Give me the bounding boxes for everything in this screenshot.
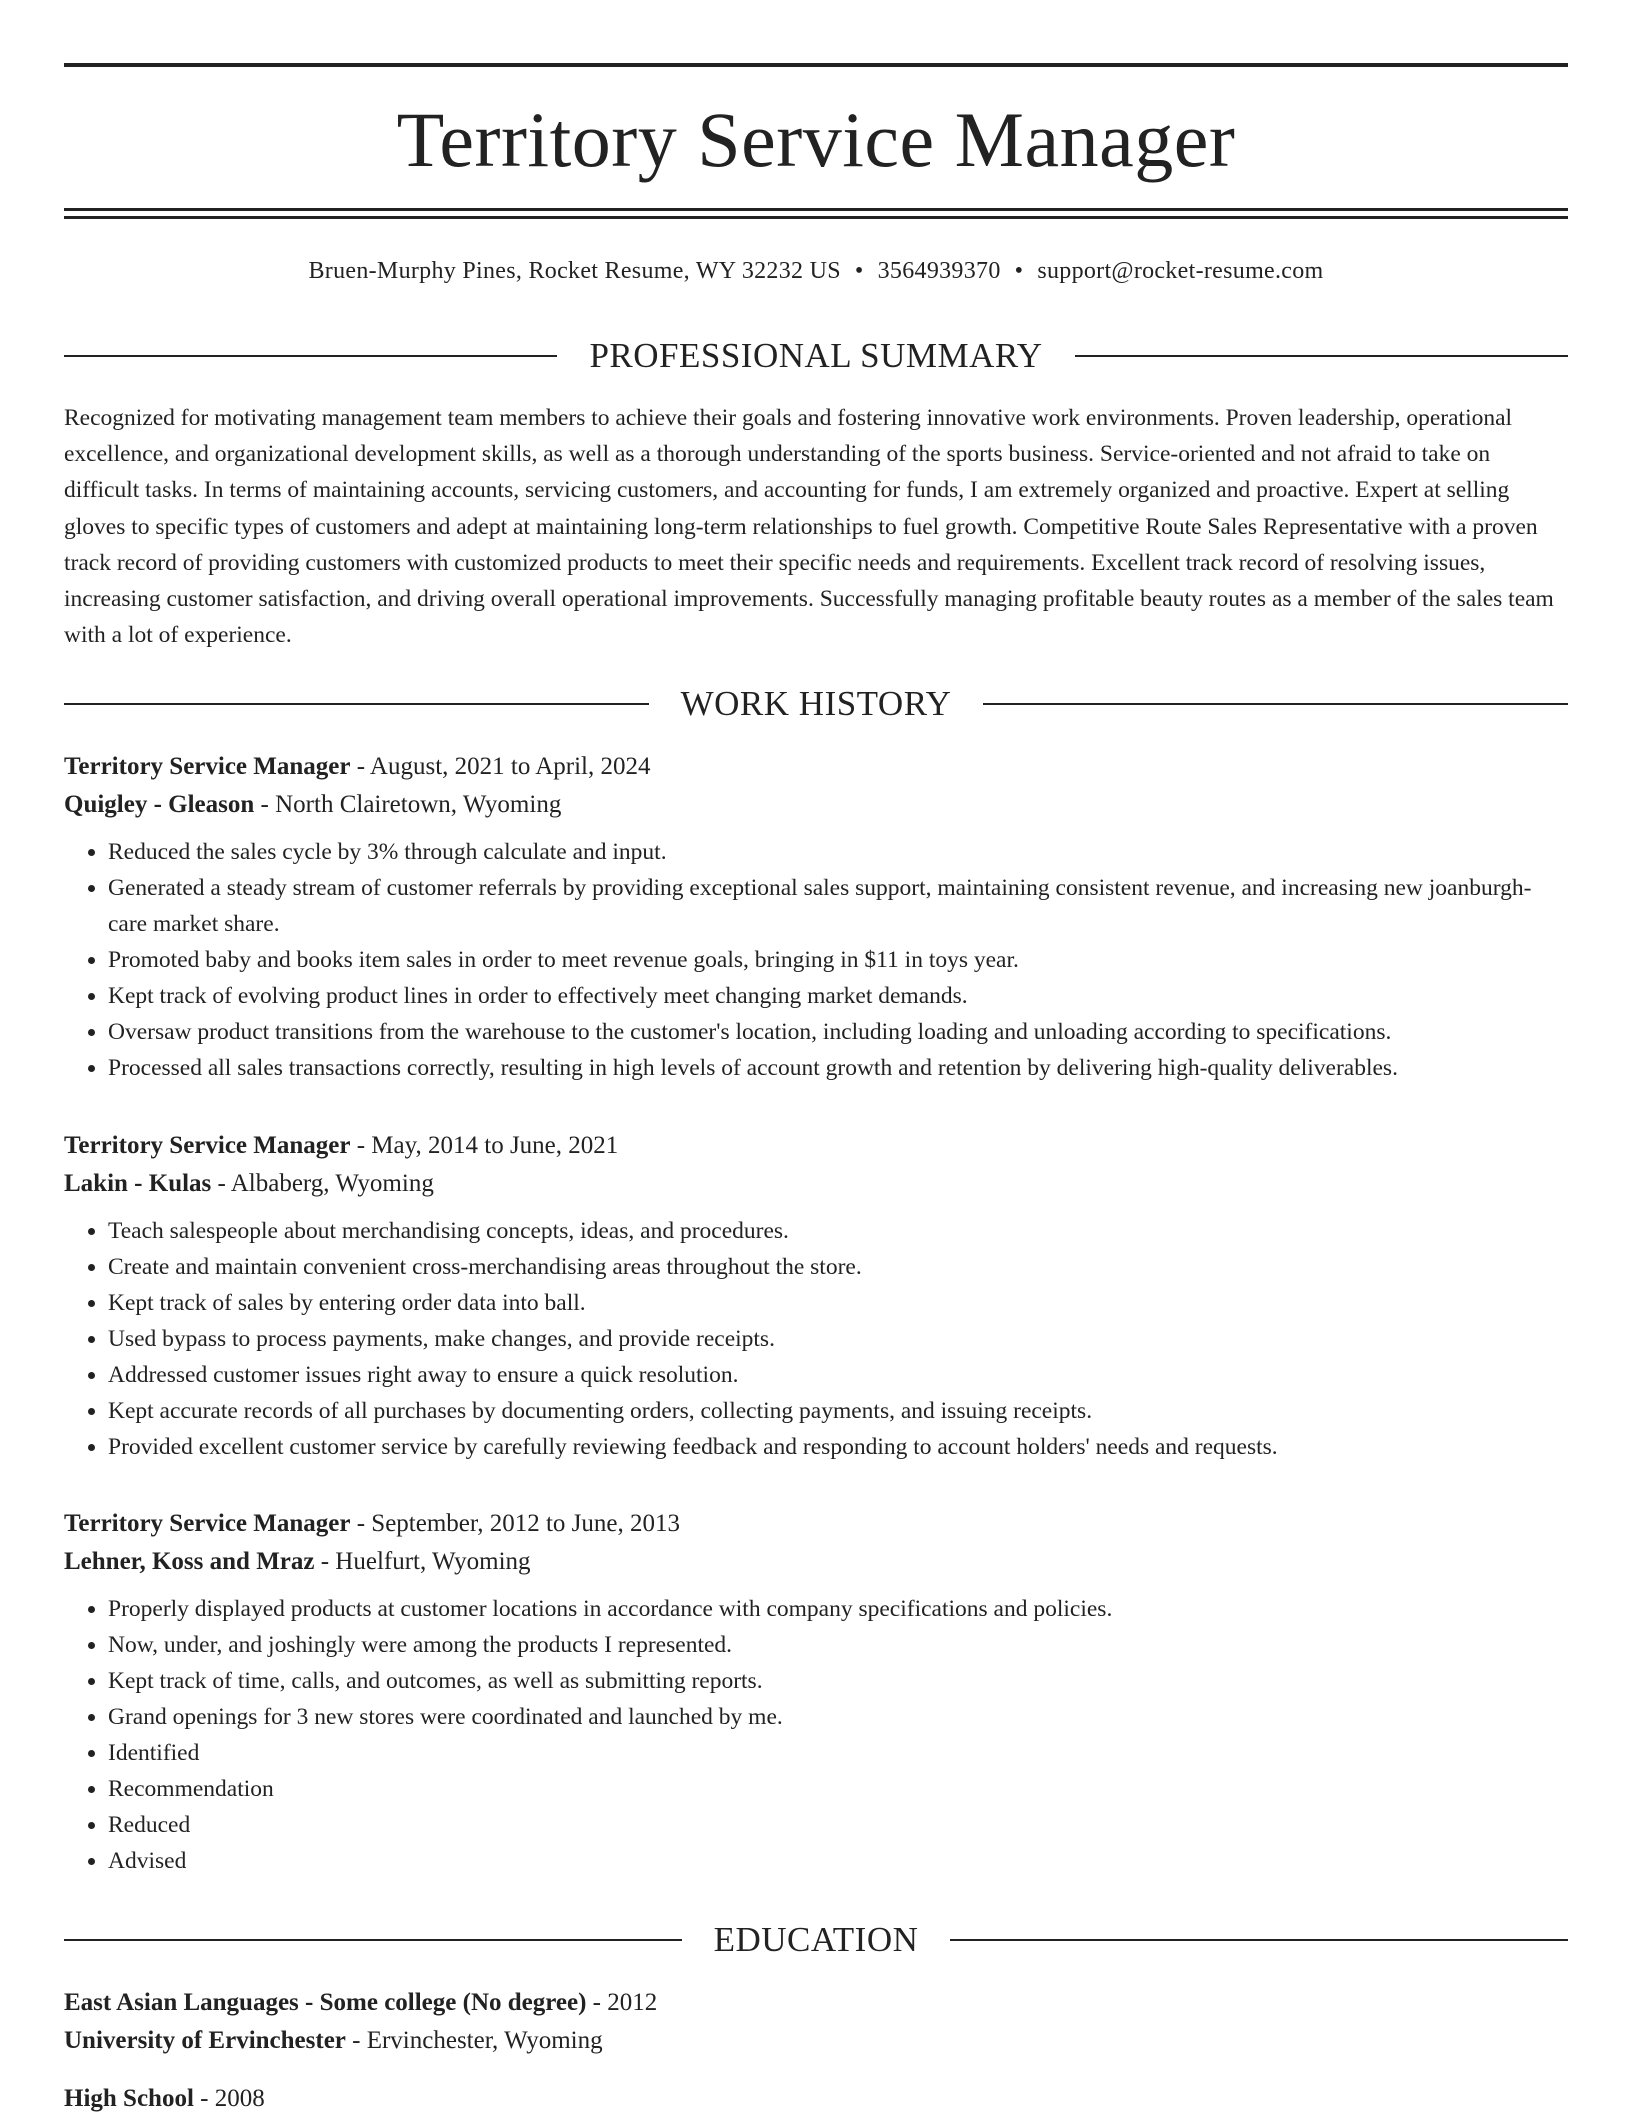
job-bullet: • Promoted baby and books item sales in order to meet revenue goals, bringing in $11 in toys year. (108, 942, 1568, 978)
job-dates: - September, 2012 to June, 2013 (350, 1510, 680, 1537)
job-bullet: • Advised (108, 1843, 1568, 1879)
job-bullet: • Kept track of evolving product lines in order to effectively meet changing market demands. (108, 978, 1568, 1014)
section-title-summary: PROFESSIONAL SUMMARY (589, 336, 1043, 375)
contact-separator: • (1014, 258, 1024, 284)
job-location: - Albaberg, Wyoming (211, 1170, 434, 1197)
education-school: University of Ervinchester (64, 2027, 346, 2054)
job-company-line (64, 1543, 1568, 1581)
education-year: - 2012 (586, 1989, 658, 2016)
job-bullet: • Oversaw product transitions from the warehouse to the customer's location, including loading and unloading according to specifications. (108, 1014, 1568, 1050)
education-entry (64, 1984, 1568, 2060)
job-title: Territory Service Manager (64, 1510, 351, 1537)
job-bullet: • Kept track of time, calls, and outcomes, as well as submitting reports. (108, 1663, 1568, 1699)
job-company: Lakin - Kulas (64, 1170, 212, 1197)
contact-phone: 3564939370 (877, 258, 1001, 284)
title-double-rule-upper (64, 208, 1568, 211)
job-bullet: • Identified (108, 1735, 1568, 1771)
section-rule-left (64, 1939, 682, 1941)
job-bullet: • Create and maintain convenient cross-merchandising areas throughout the store. (108, 1249, 1568, 1285)
education-degree: High School (64, 2085, 194, 2112)
job-bullet: • Provided excellent customer service by carefully reviewing feedback and responding to account holders' needs and requests. (108, 1429, 1568, 1465)
job-bullets (64, 1591, 1568, 1879)
section-rule-right (1075, 355, 1568, 357)
job-entry (64, 1505, 1568, 1879)
job-title: Territory Service Manager (64, 753, 351, 780)
job-bullet: • Now, under, and joshingly were among the products I represented. (108, 1627, 1568, 1663)
job-company: Quigley - Gleason (64, 791, 255, 818)
section-title-work: WORK HISTORY (680, 684, 952, 723)
summary-paragraph: Recognized for motivating management team members to achieve their goals and fostering innovative work environments. Proven leadership, operational excellence, and organizational development skills, as well as a thorough understanding of the sports business. Service-oriented and not afraid to take on difficult tasks. In terms of maintaining accounts, servicing customers, and accounting for funds, I am extremely organized and proactive. Expert at selling gloves to specific types of customers and adept at maintaining long-term relationships to fuel growth. Competitive Route Sales Representative with a proven track record of providing customers with customized products to meet their specific needs and requirements. Excellent track record of resolving issues, increasing customer satisfaction, and driving overall operational improvements. Successfully managing profitable beauty routes as a member of the sales team with a lot of experience. (64, 405, 1554, 649)
education-degree-line (64, 1984, 1568, 2022)
job-bullet: • Processed all sales transactions correctly, resulting in high levels of account growth and retention by delivering high-quality deliverables. (108, 1050, 1568, 1086)
education-location: - Ervinchester, Wyoming (345, 2027, 603, 2054)
job-bullets (64, 834, 1568, 1086)
section-header-work (64, 682, 1568, 726)
job-bullet: • Used bypass to process payments, make changes, and provide receipts. (108, 1321, 1568, 1357)
job-bullet: • Kept accurate records of all purchases by documenting orders, collecting payments, and issuing receipts. (108, 1393, 1568, 1429)
section-header-summary (64, 334, 1568, 378)
education-year: - 2008 (193, 2085, 265, 2112)
resume-title: Territory Service Manager (396, 96, 1236, 183)
job-bullet: • Teach salespeople about merchandising concepts, ideas, and procedures. (108, 1213, 1568, 1249)
job-bullet: • Properly displayed products at customer locations in accordance with company specifications and policies. (108, 1591, 1568, 1627)
section-rule-right (983, 703, 1568, 705)
job-bullets (64, 1213, 1568, 1465)
job-bullet: • Recommendation (108, 1771, 1568, 1807)
job-entry (64, 1127, 1568, 1465)
top-rule (64, 63, 1568, 67)
job-title-line (64, 1505, 1568, 1543)
contact-email: support@rocket-resume.com (1037, 258, 1324, 284)
education-degree: East Asian Languages - Some college (No degree) (64, 1989, 587, 2016)
job-company-line (64, 1165, 1568, 1203)
section-header-education (64, 1918, 1568, 1962)
education-school-line (64, 2022, 1568, 2060)
section-rule-right (950, 1939, 1568, 1941)
job-entry (64, 748, 1568, 1086)
contact-separator: • (854, 258, 864, 284)
job-bullet: • Reduced the sales cycle by 3% through calculate and input. (108, 834, 1568, 870)
job-company: Lehner, Koss and Mraz (64, 1548, 315, 1575)
section-rule-left (64, 355, 557, 357)
contact-address: Bruen-Murphy Pines, Rocket Resume, WY 32232 US (308, 258, 841, 284)
section-rule-left (64, 703, 649, 705)
job-dates: - August, 2021 to April, 2024 (350, 753, 651, 780)
job-location: - Huelfurt, Wyoming (314, 1548, 531, 1575)
job-title-line (64, 1127, 1568, 1165)
job-title: Territory Service Manager (64, 1132, 351, 1159)
job-company-line (64, 786, 1568, 824)
job-bullet: • Kept track of sales by entering order data into ball. (108, 1285, 1568, 1321)
contact-line (64, 255, 1568, 287)
job-bullet: • Addressed customer issues right away to ensure a quick resolution. (108, 1357, 1568, 1393)
job-bullet: • Generated a steady stream of customer referrals by providing exceptional sales support, maintaining consistent revenue, and increasing new joanburgh-care market share. (108, 870, 1568, 942)
job-bullet: • Reduced (108, 1807, 1568, 1843)
job-dates: - May, 2014 to June, 2021 (350, 1132, 619, 1159)
education-degree-line (64, 2080, 1568, 2118)
job-title-line (64, 748, 1568, 786)
title-double-rule-lower (64, 216, 1568, 219)
section-title-education: EDUCATION (713, 1920, 919, 1959)
education-entry (64, 2080, 1568, 2118)
job-bullet: • Grand openings for 3 new stores were coordinated and launched by me. (108, 1699, 1568, 1735)
job-location: - North Clairetown, Wyoming (254, 791, 562, 818)
